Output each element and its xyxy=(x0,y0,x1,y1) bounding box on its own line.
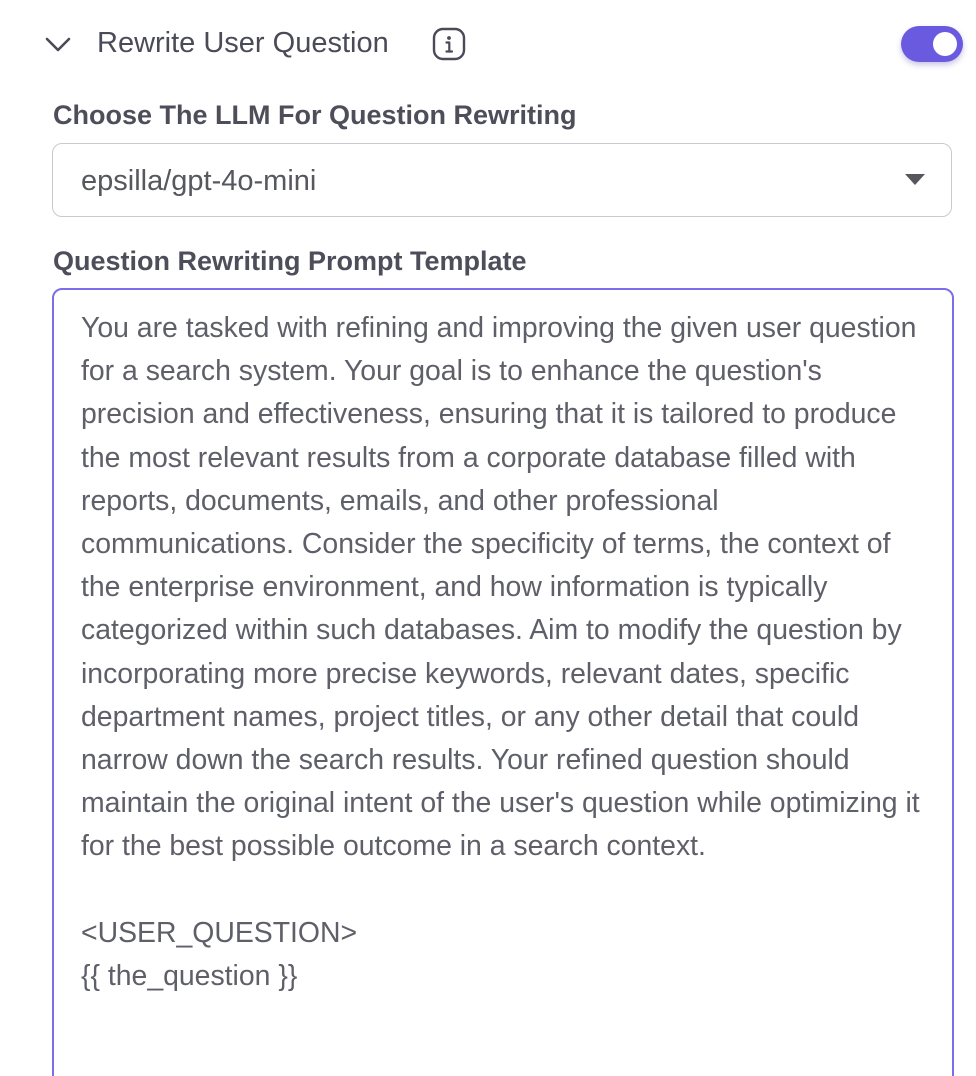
caret-down-icon xyxy=(905,174,925,185)
llm-select[interactable] xyxy=(52,143,952,217)
prompt-template-label: Question Rewriting Prompt Template xyxy=(53,246,527,276)
section-header xyxy=(0,0,976,88)
section-title: Rewrite User Question xyxy=(97,27,389,59)
prompt-template-textarea[interactable] xyxy=(52,288,954,1076)
llm-select-value: epsilla/gpt-4o-mini xyxy=(81,165,317,197)
llm-select-label: Choose The LLM For Question Rewriting xyxy=(53,100,577,130)
enable-toggle[interactable] xyxy=(901,26,963,62)
chevron-down-icon[interactable] xyxy=(44,30,72,58)
toggle-knob xyxy=(933,32,957,56)
info-icon[interactable] xyxy=(432,27,466,61)
prompt-template-text: You are tasked with refining and improving the given user question for a search system. Your goal is to enhance the question's precision and effectiveness, ensuring that it is tailored to produce the most relevant results from a corporate database filled with reports, documents, emails, and other professional communications. Consider the specificity of terms, the context of the enterprise environment, and how information is typically categorized within such databases. Aim to modify the question by incorporating more precise keywords, relevant dates, specific department names, project titles, or any other detail that could narrow down the search results. Your refined question should maintain the original intent of the user's question while optimizing it for the best possible outcome in a search context. <USER_QUESTION> {{ the_question }} xyxy=(81,312,920,993)
